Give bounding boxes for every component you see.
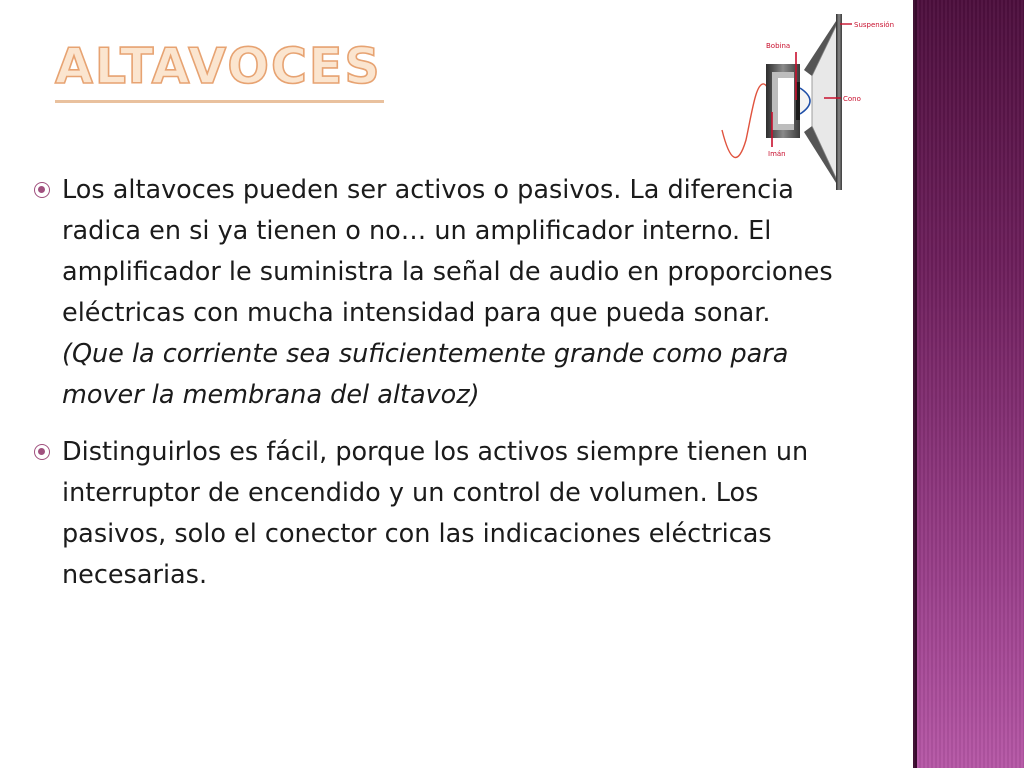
bullet-item-distinguish xyxy=(34,432,834,596)
slide-title: ALTAVOCES xyxy=(55,34,384,103)
label-suspension: Suspensión xyxy=(854,21,895,29)
speaker-dust-cap xyxy=(800,88,810,114)
speaker-diagram xyxy=(716,12,906,194)
label-cono: Cono xyxy=(843,95,861,103)
bullet-item-active-passive xyxy=(34,170,834,416)
speaker-frame-front xyxy=(836,14,842,190)
label-bobina: Bobina xyxy=(766,42,791,50)
bullet-icon xyxy=(34,444,50,460)
bullet-text: Los altavoces pueden ser activos o pasivos. La diferencia radica en si ya tienen o no… un amplificador interno. El amplificador le suministra la señal de audio en proporciones eléctricas con mucha intensidad para que pueda sonar. xyxy=(62,175,833,328)
label-iman: Imán xyxy=(768,150,786,158)
bullet-list xyxy=(34,170,834,612)
bullet-icon xyxy=(34,182,50,198)
bullet-italic-note: (Que la corriente sea suficientemente grande como para mover la membrana del altavoz) xyxy=(62,339,789,410)
decorative-side-band xyxy=(913,0,1024,768)
bullet-text: Distinguirlos es fácil, porque los activos siempre tienen un interruptor de encendido y un control de volumen. Los pasivos, solo el conector con las indicaciones eléctricas necesarias. xyxy=(62,437,809,590)
